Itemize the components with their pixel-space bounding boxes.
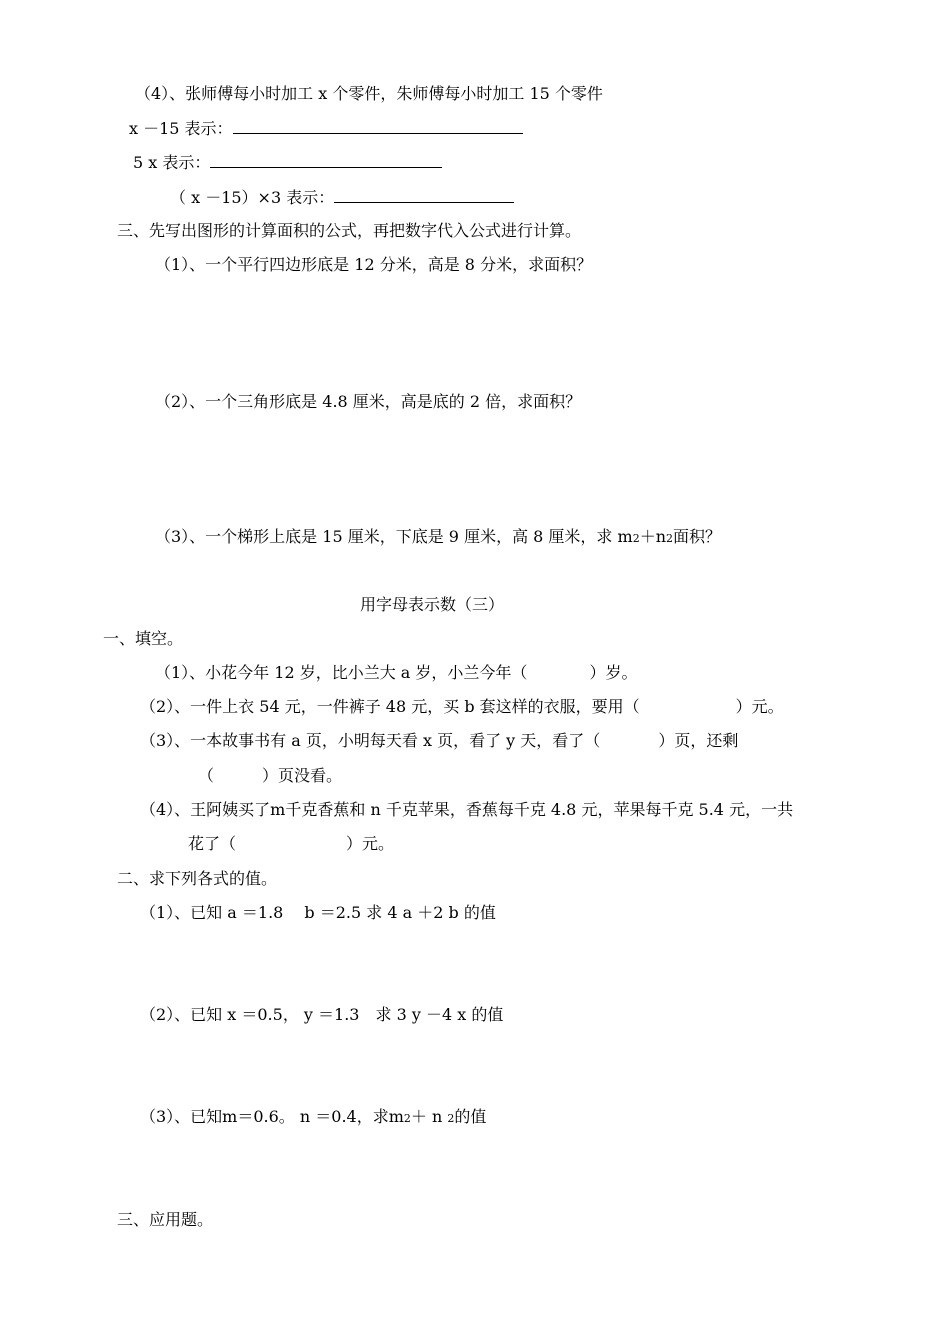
area-question-1: （1）、一个平行四边形底是 12 分米，高是 8 分米，求面积？ bbox=[155, 255, 593, 274]
section-3-heading-applied: 三、应用题。 bbox=[117, 1210, 214, 1229]
page-title: 用字母表示数（三） bbox=[360, 595, 505, 614]
section-3-heading: 三、先写出图形的计算面积的公式，再把数字代入公式进行计算。 bbox=[117, 221, 582, 240]
fill-question-4-cont: 花了（ ）元。 bbox=[188, 834, 395, 853]
q4-stem: （4）、张师傅每小时加工 x 个零件，朱师傅每小时加工 15 个零件 bbox=[135, 84, 603, 103]
fill-question-3-cont: （ ）页没看。 bbox=[198, 766, 343, 785]
q4-item-c bbox=[170, 187, 514, 208]
q4-item-c-label: （ x －15）×3 表示： bbox=[170, 188, 335, 207]
q4-item-a bbox=[129, 118, 523, 139]
fill-question-3: （3）、一本故事书有 a 页，小明每天看 x 页，看了 y 天，看了（ ）页，还剩 bbox=[140, 731, 739, 750]
value-question-2: （2）、已知 x ＝0.5， y ＝1.3 求 3 y －4 x 的值 bbox=[140, 1005, 504, 1024]
q4-item-b bbox=[133, 152, 442, 173]
section-1-heading: 一、填空。 bbox=[103, 629, 184, 648]
fill-question-2: （2）、一件上衣 54 元，一件裤子 48 元，买 b 套这样的衣服，要用（ ）元。 bbox=[140, 697, 784, 716]
area-question-2: （2）、一个三角形底是 4.8 厘米，高是底的 2 倍，求面积？ bbox=[155, 392, 582, 411]
fill-question-4: （4）、王阿姨买了m千克香蕉和 n 千克苹果，香蕉每千克 4.8 元，苹果每千克 5.4 元，一共 bbox=[140, 800, 794, 819]
q4-item-a-label: x －15 表示： bbox=[129, 119, 233, 138]
q4-item-b-label: 5 x 表示： bbox=[133, 153, 211, 172]
answer-blank[interactable] bbox=[210, 152, 442, 168]
value-question-3: （3）、已知m＝0.6。 n ＝0.4，求m2＋ n 2的值 bbox=[140, 1107, 487, 1126]
area-question-3: （3）、一个梯形上底是 15 厘米，下底是 9 厘米，高 8 厘米，求 m2＋n2面积？ bbox=[155, 527, 722, 546]
answer-blank[interactable] bbox=[334, 187, 514, 203]
value-question-1: （1）、已知 a ＝1.8 b ＝2.5 求 4 a ＋2 b 的值 bbox=[140, 903, 496, 922]
fill-question-1: （1）、小花今年 12 岁，比小兰大 a 岁，小兰今年（ ）岁。 bbox=[155, 663, 638, 682]
answer-blank[interactable] bbox=[233, 118, 523, 134]
section-2-heading: 二、求下列各式的值。 bbox=[117, 869, 278, 888]
